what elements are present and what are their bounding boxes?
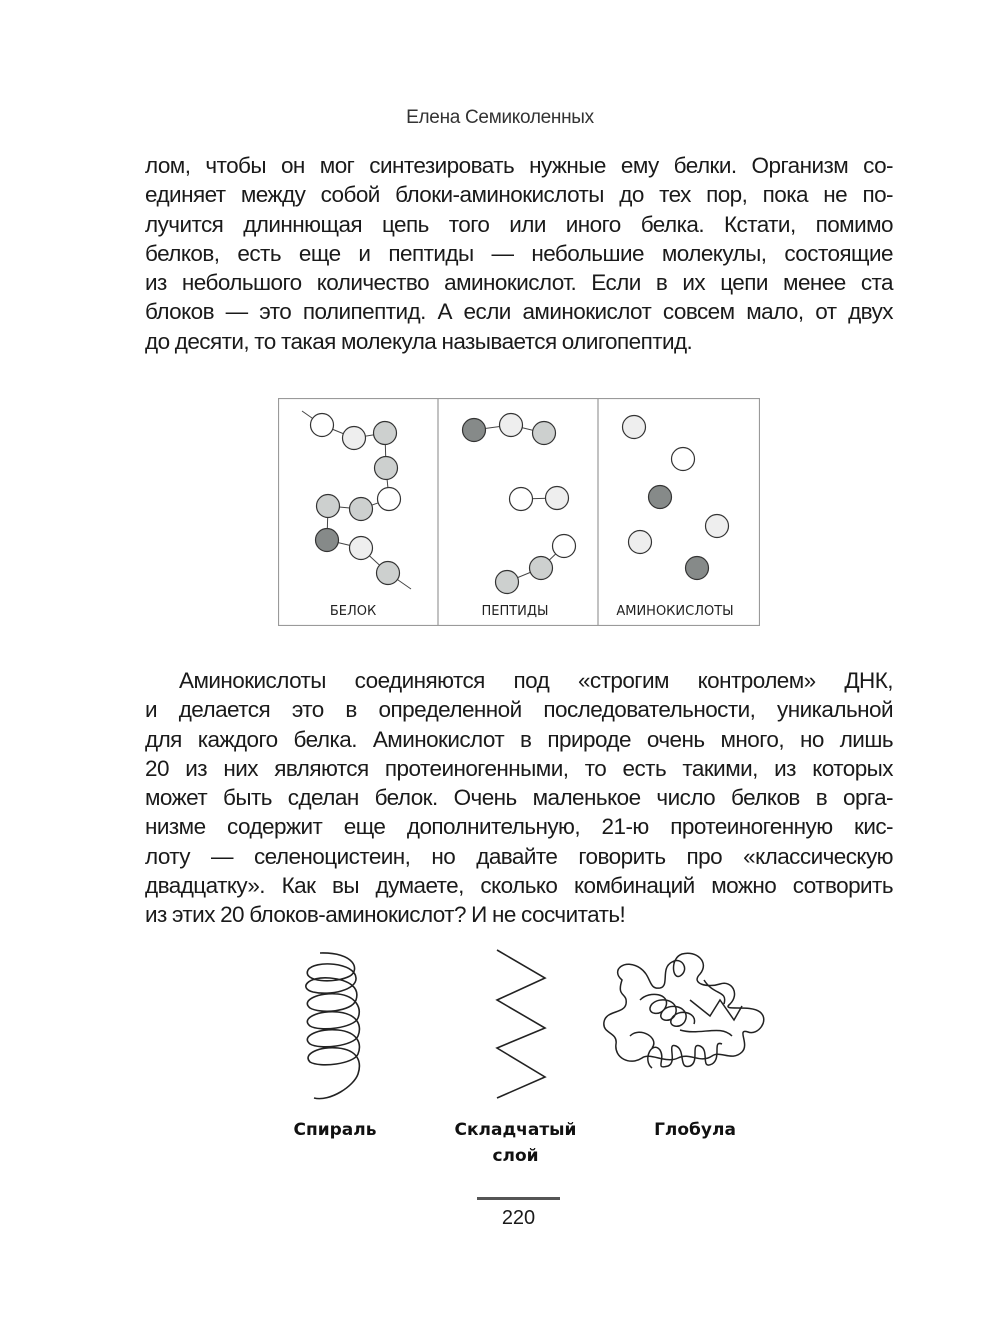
peptide-amino-acid-bead	[510, 488, 533, 511]
free-amino-acid-bead	[623, 416, 646, 439]
protein-amino-acid-bead	[378, 488, 401, 511]
protein-amino-acid-bead	[316, 529, 339, 552]
protein-amino-acid-bead	[375, 457, 398, 480]
peptide-amino-acid-bead	[463, 419, 486, 442]
pleated-sheet-zigzag-drawing	[497, 950, 545, 1098]
panel-label-protein: БЕЛОК	[329, 604, 377, 619]
protein-amino-acid-bead	[350, 498, 373, 521]
running-head-author: Елена Семиколенных	[406, 107, 594, 128]
text-line: и делается это в определенной последовательности, уникальной	[145, 697, 893, 723]
panel-label-aminoacids: АМИНОКИСЛОТЫ	[616, 604, 734, 619]
protein-amino-acid-bead	[377, 562, 400, 585]
peptide-amino-acid-bead	[496, 571, 519, 594]
paragraph-2	[145, 666, 893, 930]
text-line: лучится длиннющая цепь того или иного белка. Кстати, помимо	[145, 211, 893, 237]
text-line: до десяти, то такая молекула называется олигопептид.	[145, 328, 693, 354]
text-line: может быть сделан белок. Очень маленькое число белков в орга-	[145, 785, 893, 811]
free-amino-acid-bead	[706, 515, 729, 538]
helix-spiral-drawing	[306, 953, 360, 1099]
protein-amino-acid-bead	[311, 414, 334, 437]
free-amino-acid-bead	[686, 557, 709, 580]
label-pleated-sheet-line2: слой	[492, 1146, 539, 1166]
protein-amino-acid-bead	[317, 495, 340, 518]
text-line: 20 из них являются протеиногенными, то есть такими, из которых	[145, 755, 893, 781]
label-spiral: Спираль	[293, 1120, 377, 1140]
page-number-rule	[477, 1197, 560, 1200]
label-pleated-sheet	[448, 1117, 583, 1169]
globule-tangle-drawing	[604, 953, 764, 1068]
peptide-amino-acid-bead	[530, 557, 553, 580]
figure-protein-structures	[280, 940, 780, 1140]
label-globule: Глобула	[654, 1120, 736, 1140]
page-number: 220	[501, 1207, 536, 1229]
peptide-amino-acid-bead	[553, 535, 576, 558]
label-pleated-sheet-line1: Складчатый	[454, 1120, 577, 1140]
text-line: Аминокислоты соединяются под «строгим контролем» ДНК,	[179, 668, 893, 693]
text-line: единяет между собой блоки-аминокислоты до тех пор, пока не по-	[145, 182, 893, 208]
panel-label-peptides: ПЕПТИДЫ	[481, 604, 549, 619]
peptide-amino-acid-bead	[500, 414, 523, 437]
text-line: из небольшого количество аминокислот. Если в их цепи менее ста	[145, 270, 893, 296]
free-amino-acid-bead	[629, 531, 652, 554]
peptide-amino-acid-bead	[546, 487, 569, 510]
text-line: блоков — это полипептид. А если аминокислот совсем мало, от двух	[145, 299, 893, 325]
free-amino-acid-bead	[672, 448, 695, 471]
text-line: белков, есть еще и пептиды — небольшие молекулы, состоящие	[145, 240, 893, 266]
text-line: лом, чтобы он мог синтезировать нужные ему белки. Организм со-	[145, 153, 893, 178]
figure-1-svg	[278, 398, 760, 626]
protein-amino-acid-bead	[374, 422, 397, 445]
text-line: лоту — селеноцистеин, но давайте говорить про «классическую	[145, 843, 893, 869]
text-line: двадцатку». Как вы думаете, сколько комбинаций можно сотворить	[145, 873, 893, 899]
figure-protein-peptides-aminoacids	[278, 398, 760, 626]
text-line: для каждого белка. Аминокислот в природе очень много, но лишь	[145, 726, 893, 752]
paragraph-1	[145, 151, 893, 356]
free-amino-acid-bead	[649, 486, 672, 509]
peptide-amino-acid-bead	[533, 422, 556, 445]
text-line: низме содержит еще дополнительную, 21-ю протеиногенную кис-	[145, 814, 893, 840]
text-line: из этих 20 блоков-аминокислот? И не сосчитать!	[145, 902, 626, 928]
protein-amino-acid-bead	[343, 427, 366, 450]
protein-amino-acid-bead	[350, 537, 373, 560]
figure-2-svg	[280, 940, 780, 1110]
